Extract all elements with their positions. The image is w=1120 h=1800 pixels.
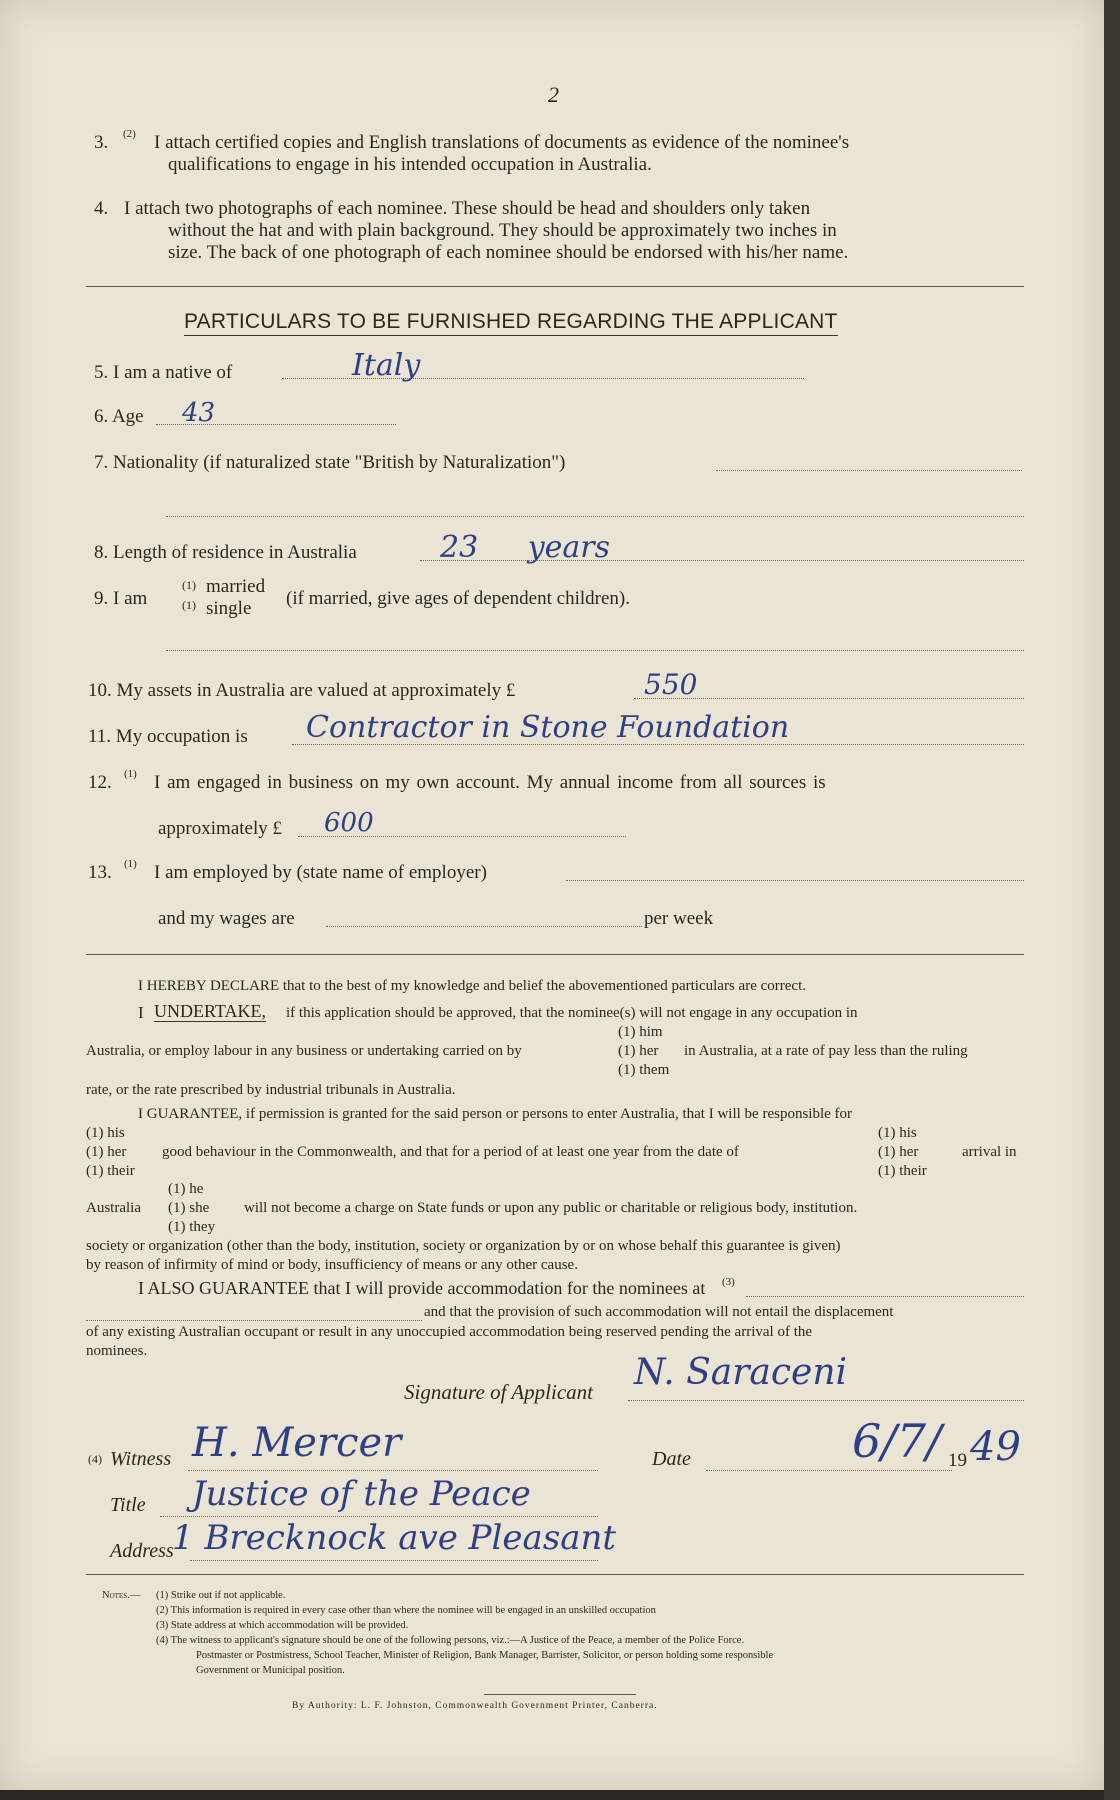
title-label: Title bbox=[110, 1494, 146, 1516]
signature-label: Signature of Applicant bbox=[404, 1380, 593, 1404]
guarantee-text: I GUARANTEE, if permission is granted for the said person or persons to enter Australia, that I will be responsible for bbox=[138, 1106, 853, 1122]
opt-their: (1) their bbox=[86, 1163, 135, 1179]
residence-label: 8. Length of residence in Australia bbox=[94, 542, 357, 563]
australia-word: Australia bbox=[86, 1200, 141, 1216]
date-line bbox=[706, 1470, 952, 1471]
scan-edge bbox=[1104, 0, 1120, 1800]
nationality-line-2 bbox=[166, 516, 1024, 517]
section-heading: PARTICULARS TO BE FURNISHED REGARDING THE APPLICANT bbox=[184, 310, 838, 336]
marital-option-married[interactable]: married bbox=[206, 576, 266, 597]
marital-mark-1: (1) bbox=[182, 578, 196, 592]
nominees-text: nominees. bbox=[86, 1343, 148, 1359]
marital-mark-2: (1) bbox=[182, 598, 196, 612]
occupation-label: 11. My occupation is bbox=[88, 726, 248, 747]
employed-mark: (1) bbox=[124, 858, 137, 870]
charge-text: will not become a charge on State funds or upon any public or charitable or religious body, institution. bbox=[244, 1200, 858, 1216]
divider bbox=[86, 286, 1024, 287]
opt-she: (1) she bbox=[168, 1200, 210, 1216]
accommodation-line-2 bbox=[86, 1320, 422, 1321]
item-3-mark: (2) bbox=[123, 128, 136, 140]
opt-him: (1) him bbox=[618, 1024, 663, 1040]
witness-line bbox=[188, 1470, 598, 1471]
printer-rule bbox=[484, 1694, 636, 1695]
income-value[interactable]: 600 bbox=[324, 808, 374, 838]
arrival-text: arrival in bbox=[962, 1144, 1017, 1160]
note-3: (3) State address at which accommodation will be provided. bbox=[156, 1620, 409, 1631]
witness-value[interactable]: H. Mercer bbox=[192, 1420, 402, 1466]
age-value[interactable]: 43 bbox=[182, 398, 216, 428]
item-4-line-2: without the hat and with plain background. They should be approximately two inches in bbox=[168, 220, 837, 241]
undertake-text: if this application should be approved, that the nominee(s) will not engage in any occupation in bbox=[286, 1005, 858, 1021]
age-label: 6. Age bbox=[94, 406, 144, 427]
society-text: society or organization (other than the body, institution, society or organization by or on whose behalf this guarantee is given) bbox=[86, 1238, 841, 1254]
employed-text: I am employed by (state name of employer) bbox=[154, 862, 487, 883]
title-line bbox=[160, 1516, 598, 1517]
opt-they: (1) they bbox=[168, 1219, 216, 1235]
date-value[interactable]: 6/7/ bbox=[852, 1414, 942, 1468]
address-value[interactable]: 1 Brecknock ave Pleasant bbox=[172, 1518, 617, 1558]
business-mark: (1) bbox=[124, 768, 137, 780]
per-week: per week bbox=[644, 908, 714, 929]
wages-line bbox=[326, 926, 642, 927]
wages-label: and my wages are bbox=[158, 908, 295, 929]
opt-he: (1) he bbox=[168, 1181, 204, 1197]
note-4b: Postmaster or Postmistress, School Teacher, Minister of Religion, Bank Manager, Barrister, Solicitor, or person holding some responsible bbox=[196, 1650, 774, 1661]
business-number: 12. bbox=[88, 772, 112, 793]
item-3-number: 3. bbox=[94, 132, 109, 153]
business-text: I am engaged in business on my own account. My annual income from all sources is bbox=[154, 772, 826, 793]
marital-option-single[interactable]: single bbox=[206, 598, 252, 619]
employ-text-2: in Australia, at a rate of pay less than the ruling bbox=[684, 1043, 968, 1059]
declare-text: I HEREBY DECLARE that to the best of my knowledge and belief the abovementioned particulars are correct. bbox=[138, 978, 806, 994]
employed-number: 13. bbox=[88, 862, 112, 883]
date-label: Date bbox=[652, 1448, 691, 1470]
year-prefix: 19 bbox=[948, 1450, 967, 1471]
also-guarantee-text: I ALSO GUARANTEE that I will provide accommodation for the nominees at bbox=[138, 1278, 706, 1298]
existing-text: of any existing Australian occupant or result in any unoccupied accommodation being reserved pending the arrival of the bbox=[86, 1324, 813, 1340]
provision-text: and that the provision of such accommodation will not entail the displacement bbox=[424, 1304, 894, 1320]
divider-2 bbox=[86, 954, 1024, 955]
marital-suffix: (if married, give ages of dependent children). bbox=[286, 588, 630, 609]
witness-label: Witness bbox=[110, 1448, 172, 1470]
opt-his: (1) his bbox=[86, 1125, 125, 1141]
assets-value[interactable]: 550 bbox=[644, 668, 698, 701]
children-line bbox=[166, 650, 1024, 651]
marital-prefix: 9. I am bbox=[94, 588, 148, 609]
undertake-word: UNDERTAKE, bbox=[154, 1001, 266, 1021]
item-3-text-2: qualifications to engage in his intended occupation in Australia. bbox=[168, 154, 652, 175]
signature-value[interactable]: N. Saraceni bbox=[634, 1352, 848, 1393]
also-guarantee-mark: (3) bbox=[722, 1276, 735, 1288]
printer-line: By Authority: L. F. Johnston, Commonwealth Government Printer, Canberra. bbox=[292, 1701, 658, 1711]
rate-text: rate, or the rate prescribed by industrial tribunals in Australia. bbox=[86, 1082, 456, 1098]
divider-3 bbox=[86, 1574, 1024, 1575]
income-label: approximately £ bbox=[158, 818, 282, 839]
employer-line bbox=[566, 880, 1024, 881]
employ-text: Australia, or employ labour in any business or undertaking carried on by bbox=[86, 1043, 522, 1059]
opt-her: (1) her bbox=[618, 1043, 659, 1059]
native-value[interactable]: Italy bbox=[352, 348, 421, 383]
address-label: Address bbox=[110, 1540, 174, 1562]
item-3-text: I attach certified copies and English translations of documents as evidence of the nominee's bbox=[154, 132, 850, 153]
item-4-line-1: I attach two photographs of each nominee. These should be head and shoulders only taken bbox=[124, 198, 811, 219]
note-1: (1) Strike out if not applicable. bbox=[156, 1590, 286, 1601]
opt-them: (1) them bbox=[618, 1062, 670, 1078]
nationality-line bbox=[716, 470, 1022, 471]
witness-mark: (4) bbox=[88, 1452, 102, 1466]
nationality-label: 7. Nationality (if naturalized state "British by Naturalization") bbox=[94, 452, 566, 473]
signature-line bbox=[628, 1400, 1024, 1401]
year-value[interactable]: 49 bbox=[970, 1424, 1021, 1470]
title-value[interactable]: Justice of the Peace bbox=[192, 1474, 531, 1514]
note-4a: (4) The witness to applicant's signature should be one of the following persons, viz.:—A Justice of the Peace, a member of the Police Force. bbox=[156, 1635, 745, 1646]
note-4c: Government or Municipal position. bbox=[196, 1665, 345, 1676]
opt-his-right: (1) his bbox=[878, 1125, 917, 1141]
item-4-number: 4. bbox=[94, 198, 109, 219]
opt-her-2: (1) her bbox=[86, 1144, 127, 1160]
assets-label: 10. My assets in Australia are valued at approximately £ bbox=[88, 680, 516, 701]
address-line bbox=[190, 1560, 598, 1561]
accommodation-line bbox=[746, 1296, 1024, 1297]
behaviour-text: good behaviour in the Commonwealth, and that for a period of at least one year from the date of bbox=[162, 1144, 739, 1160]
native-label: 5. I am a native of bbox=[94, 362, 233, 383]
infirmity-text: by reason of infirmity of mind or body, insufficiency of means or any other cause. bbox=[86, 1257, 578, 1273]
page-number: 2 bbox=[548, 82, 559, 107]
notes-label: Notes.— bbox=[102, 1590, 141, 1601]
opt-their-right: (1) their bbox=[878, 1163, 927, 1179]
item-4-line-3: size. The back of one photograph of each nominee should be endorsed with his/her name. bbox=[168, 242, 849, 263]
note-2: (2) This information is required in every case other than where the nominee will be engaged in an unskilled occupation bbox=[156, 1605, 656, 1616]
opt-her-right: (1) her bbox=[878, 1144, 919, 1160]
occupation-value[interactable]: Contractor in Stone Foundation bbox=[306, 710, 790, 745]
residence-value[interactable]: 23 years bbox=[440, 530, 611, 565]
undertake-prefix: I bbox=[138, 1003, 144, 1022]
